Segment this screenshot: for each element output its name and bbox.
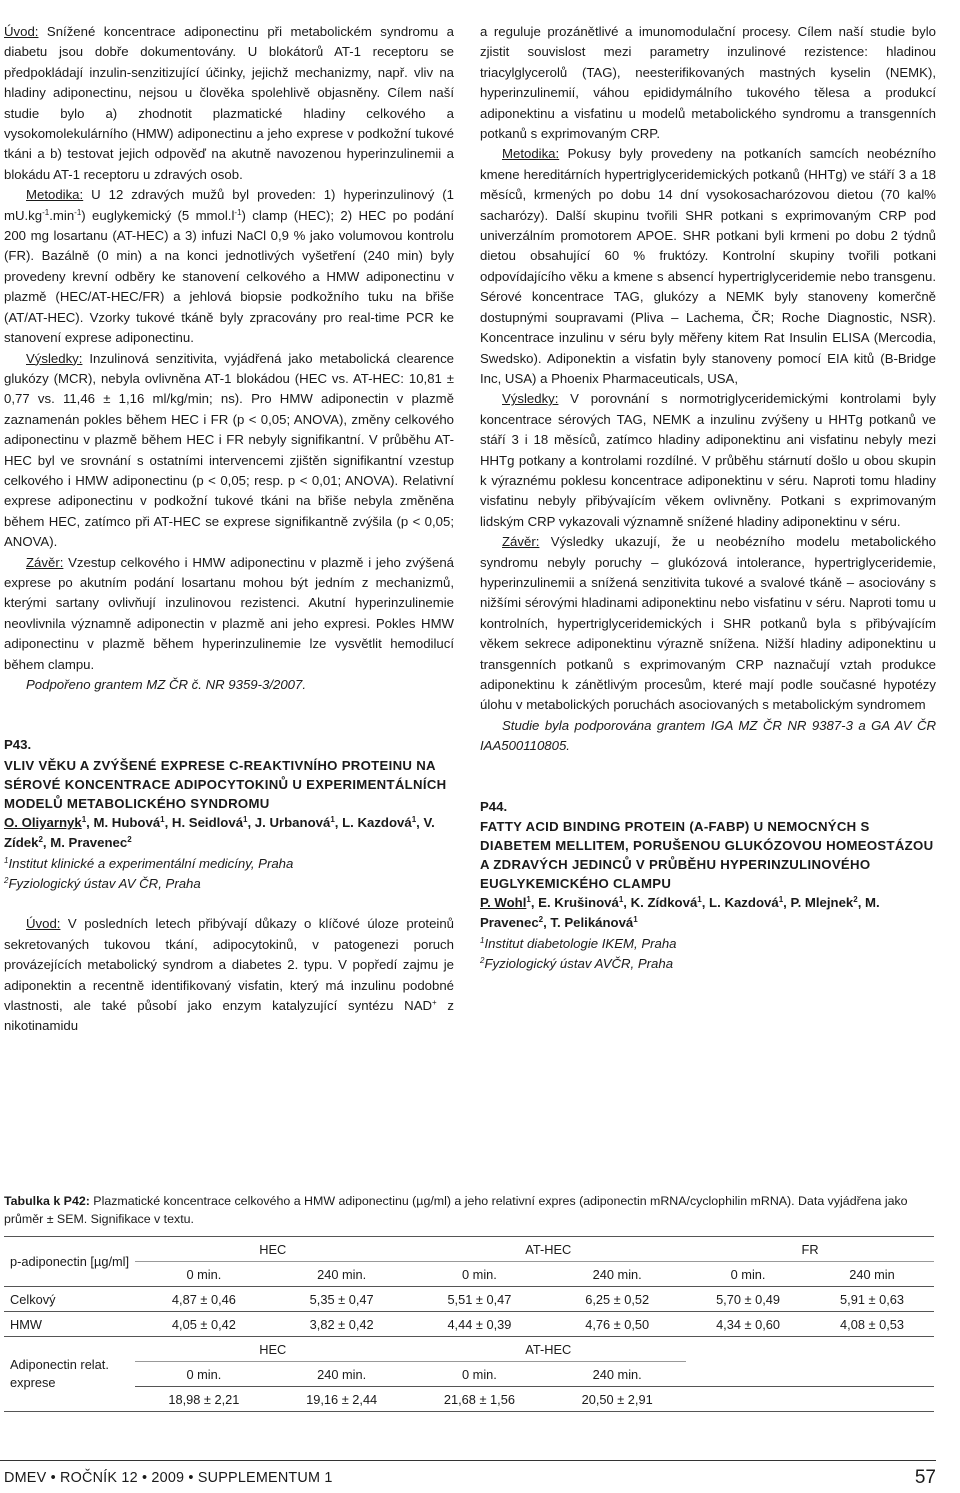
table-time-header: 240 min. [317, 1366, 367, 1382]
table-row-header: Adiponectin relat. exprese [10, 1357, 109, 1390]
table-time-header: 0 min. [461, 1266, 497, 1282]
table-row-header: p-adiponectin [µg/ml] [10, 1253, 130, 1269]
p42-table-area [4, 1192, 938, 1412]
table-time-header: 240 min [849, 1266, 895, 1282]
table-time-header: 240 min. [317, 1266, 367, 1282]
p43-intro: Úvod: V posledních letech přibývají důkazy o klíčové úloze proteinů sekretovaných tukovou tkání, adipocytokinů, v patogenezi poruch provázejících metabolický syndrom a diabetes 2. typu. V popředí zajmu je adiponektin a recentně identifikovaný visfatin, který má inzulinu podobné vlastnosti, ale také působí jako enzym katalyzující syntézu NAD+ z nikotinamidu [4, 916, 454, 1034]
p42-results: Výsledky: Inzulinová senzitivita, vyjádřená jako metabolická clearence glukózy (MCR), nebyla ovlivněna AT-1 blokádou (HEC vs. AT-HEC: 10,81 ± 0,77 vs. 11,46 ± 1,16 ml/kg/min; ns). Pro HMW adiponectin v plazmě zaznamenán pokles během HEC i FR (p < 0,05; ANOVA), změny celkového adiponectinu v plazmě během HEC i FR nebyly signifikantní. V průběhu AT-HEC byl ve srovnání s ostatními intervencemi zjištěn signifikantní vzestup celkového i HMW adiponectinu (p < 0,05; resp. p < 0,01; ANOVA). Relativní exprese adiponectinu v podkožní tukové tkáni na břiše nebyla změněna během HEC, zatímco při AT-HEC se exprese signifikantně zvýšila (p < 0,05; ANOVA). [4, 350, 454, 550]
table-time-header: 0 min. [461, 1366, 497, 1382]
p44-number: P44. [480, 798, 508, 814]
p43-conclusion: Závěr: Výsledky ukazují, že u neobézního modelu metabolického syndromu nebyly poruchy – glukózová intolerance, hypertriglyceridemie, hyperinzulinemii a snížená senzitivita tukové a svalové tkáně – asociovány s nižšími sérovými hladinami adiponektinu nebo visfatinu v séru. Naproti tomu u kontrolních, hypertriglyceridemických i SHR potkanů byla s přibývajícím věkem sekrece adiponektinu výrazně snížena. Nižší hladiny adiponektinu u transgenních potkanů s exprimovaným CRP naznačují vztah produkce adiponektinu k zánětlivým procesům, které mají podle současné hypotézy úlohu v metabolických poruchách asociovaných s metabolickým syndromem [480, 534, 936, 713]
section-label: Závěr: [26, 554, 64, 570]
p44-affiliation-2: $^2$Fyziologický ústav AVČR, Praha [480, 956, 674, 972]
table-group-header: AT-HEC [411, 1237, 687, 1262]
table-caption: Tabulka k P42: Plazmatické koncentrace celkového a HMW adiponectinu (µg/ml) a jeho relativní expres (adiponectin mRNA/cyclophilin mRNA). Data vyjádřena jako průměr ± SEM. Signifikace v textu. [4, 1194, 908, 1226]
right-column [480, 22, 936, 975]
p42-table [4, 1236, 934, 1412]
p42-conclusion: Závěr: Vzestup celkového i HMW adiponectinu v plazmě i jeho zvýšená exprese po akutním podání losartanu mohou být jedním z mechanizmů, kterými sartany ovlivňují inzulinovou rezistenci. Akutní hyperinzulinemie neovlivnila významně adiponectin v plazmě ani jeho expresi. Pokles HMW adiponectinu v plazmě během hyperinzulinemie lze vysvětlit hemodilucí během clampu. [4, 554, 454, 672]
p43-results: Výsledky: V porovnání s normotriglyceridemickými kontrolami byly koncentrace sérových TAG, NEMK a inzulinu zvýšeny u HHTg potkanů ve stáří 3 i 18 měsíců, zatímco hladiny adiponektinu ani visfatinu nebyly mezi HHTg potkany a kontrolami rozdílné. V průběhu stárnutí došlo u obou skupin k výraznému poklesu koncentrace adiponektinu v séru. Naproti tomu hladiny visfatinu nebyly přibývajícím věkem ovlivněny. Potkani s exprimovaným lidským CRP vykazovali významně snížené hladiny adiponektinu v séru. [480, 391, 936, 529]
p43-title: VLIV VĚKU A ZVÝŠENÉ EXPRESE C-REAKTIVNÍHO PROTEINU NA SÉROVÉ KONCENTRACE ADIPOCYTOKINŮ U EXPERIMENTÁLNÍCH MODELŮ METABOLICKÉHO SYNDROMU [4, 757, 447, 811]
table-row: Celkový 4,87 ± 0,46 5,35 ± 0,47 5,51 ± 0,47 6,25 ± 0,52 5,70 ± 0,49 5,91 ± 0,63 [4, 1287, 934, 1312]
table-group-header: AT-HEC [411, 1337, 687, 1362]
section-label: Výsledky: [26, 350, 83, 366]
section-label: Metodika: [502, 146, 560, 162]
section-label: Závěr: [502, 534, 540, 550]
p44-title: FATTY ACID BINDING PROTEIN (A-FABP) U NEMOCNÝCH S DIABETEM MELLITEM, PORUŠENOU GLUKÓZOVOU HOMEOSTÁZOU A ZDRAVÝCH JEDINCŮ V PRŮBĚHU HYPERINZULINOVÉHO EUGLYKEMICKÉHO CLAMPU [480, 819, 934, 892]
table-row: HMW 4,05 ± 0,42 3,82 ± 0,42 4,44 ± 0,39 4,76 ± 0,50 4,34 ± 0,60 4,08 ± 0,53 [4, 1312, 934, 1337]
section-label: Výsledky: [502, 391, 559, 407]
table-time-header: 0 min. [186, 1266, 222, 1282]
p43-authors: O. Oliyarnyk$^1$, M. Hubová$^1$, H. Seidlová$^1$, J. Urbanová$^1$, L. Kazdová$^1$, V. Zídek$^2$, M. Pravenec$^2$ [4, 814, 435, 851]
section-label: Metodika: [26, 187, 84, 203]
journal-info: DMEV • ROČNÍK 12 • 2009 • SUPPLEMENTUM 1 [4, 1470, 333, 1486]
table-group-header: FR [686, 1237, 934, 1262]
table-group-header: HEC [135, 1237, 411, 1262]
p42-grant: Podpořeno grantem MZ ČR č. NR 9359-3/2007. [26, 677, 307, 692]
table-time-header: 240 min. [592, 1366, 642, 1382]
left-column [4, 22, 454, 1037]
table-time-header: 240 min. [592, 1266, 642, 1282]
table-time-header: 0 min. [186, 1366, 222, 1382]
p43-number: P43. [4, 737, 32, 753]
p43-affiliation-1: $^1$Institut klinické a experimentální medicíny, Praha [4, 855, 294, 871]
section-label: Úvod: [26, 916, 61, 932]
p43-methods: Metodika: Pokusy byly provedeny na potkaních samcích neobézního kmene hereditárních hypertriglyceridemických potkanů (HHTg) ve stáří 3 a 18 měsíců, krmených po dobu 14 dní vysokosacharózovou dietou (70 kal% sacharózy). Další skupinu tvořili SHR potkani s exprimovaným CRP pod univerzálním promotorem APOE. SHR potkani byli krmeni po dobu 2 týdnů dietou obsahující 60 % fruktózy. Kontrolní skupiny tvořili potkani odpovídajícího věku a kmene s absencí hypertriglyceridemie nebo transgenu. Sérové koncentrace TAG, glukózy a NEMK byly stanoveny komerčně dostupnými soupravami (Pliva – Lachema, ČR; Roche Diagnostic, NSR). Koncentrace inzulinu v séru byly měřeny kitem Rat Insulin ELISA (Mercodia, Swedsko). Adiponektin a visfatin byly stanoveny pomocí EIA kitů (B-Bridge Inc, USA) a Phoenix Pharmaceuticals, USA, [480, 146, 936, 386]
table-time-header: 0 min. [730, 1266, 766, 1282]
section-label: Úvod: [4, 24, 39, 39]
p44-affiliation-1: $^1$Institut diabetologie IKEM, Praha [480, 935, 677, 951]
p43-grant: Studie byla podporována grantem IGA MZ ČR NR 9387-3 a GA AV ČR IAA500110805. [480, 717, 936, 754]
page-footer [0, 1460, 936, 1493]
table-row: 18,98 ± 2,21 19,16 ± 2,44 21,68 ± 1,56 20,50 ± 2,91 [4, 1387, 934, 1412]
p42-methods: Metodika: U 12 zdravých mužů byl proveden: 1) hyperinzulinový (1 $mU.kg^{-1}.\min^{-1}$) euglykemický (5 $mmol.l^{-1}$) clamp (HEC); 2) HEC po podání 200 mg losartanu (AT-HEC) a 3) infuzi NaCl 0,9 % jako volumovou kontrolu (FR). Bazálně (0 min) a na konci jednotlivých vyšetření (240 min) byly provedeny krevní odběry ke stanovení celkového a HMW adiponectinu v plazmě (HEC/AT-HEC/FR) a jehlová biopsie podkožního tuku na břiše (AT/AT-HEC). Vzorky tukové tkáně byly zpracovány pro real-time PCR ke stanovení exprese adiponectinu. [4, 187, 454, 346]
page-number: 57 [914, 1467, 936, 1488]
table-group-header: HEC [135, 1337, 411, 1362]
p43-affiliation-2: $^2$Fyziologický ústav AV ČR, Praha [4, 876, 201, 892]
p44-authors: P. Wohl$^1$, E. Krušinová$^1$, K. Zídková$^1$, L. Kazdová$^1$, P. Mlejnek$^2$, M. Pravenec$^2$, T. Pelikánová$^1$ [480, 895, 880, 931]
p42-intro: Úvod: Snížené koncentrace adiponectinu při metabolickém syndromu a diabetu jsou dobře dokumentovány. U blokátorů AT-1 receptoru se předpokládají inzulin-senzitizující účinky, jejichž mechanizmy, např. vliv na hladiny adiponectinu, nejsou u člověka spolehlivě objasněny. Cílem naší studie bylo a) zhodnotit plazmatické hladiny celkového a vysokomolekulárního (HMW) adiponectinu a jeho exprese v podkožní tukové tkáni a b) testovat jejich odpověď na akutně navozenou hyperinzulinemii a blokádu AT-1 receptoru u zdravých osob. [4, 24, 454, 182]
p43-intro-continued: a reguluje prozánětlivé a imunomodulační procesy. Cílem naší studie bylo zjistit souvislost mezi parametry inzulinové rezistence: hladinou triacylglycerolů (TAG), neesterifikovaných mastných kyselin (NEMK), hyperinzulinemií, váhou epididymálního tukového tělesa a produkcí adiponektinu a visfatinu u modelů metabolického syndromu a transgenních potkanů s exprimovaným CRP. [480, 24, 936, 142]
